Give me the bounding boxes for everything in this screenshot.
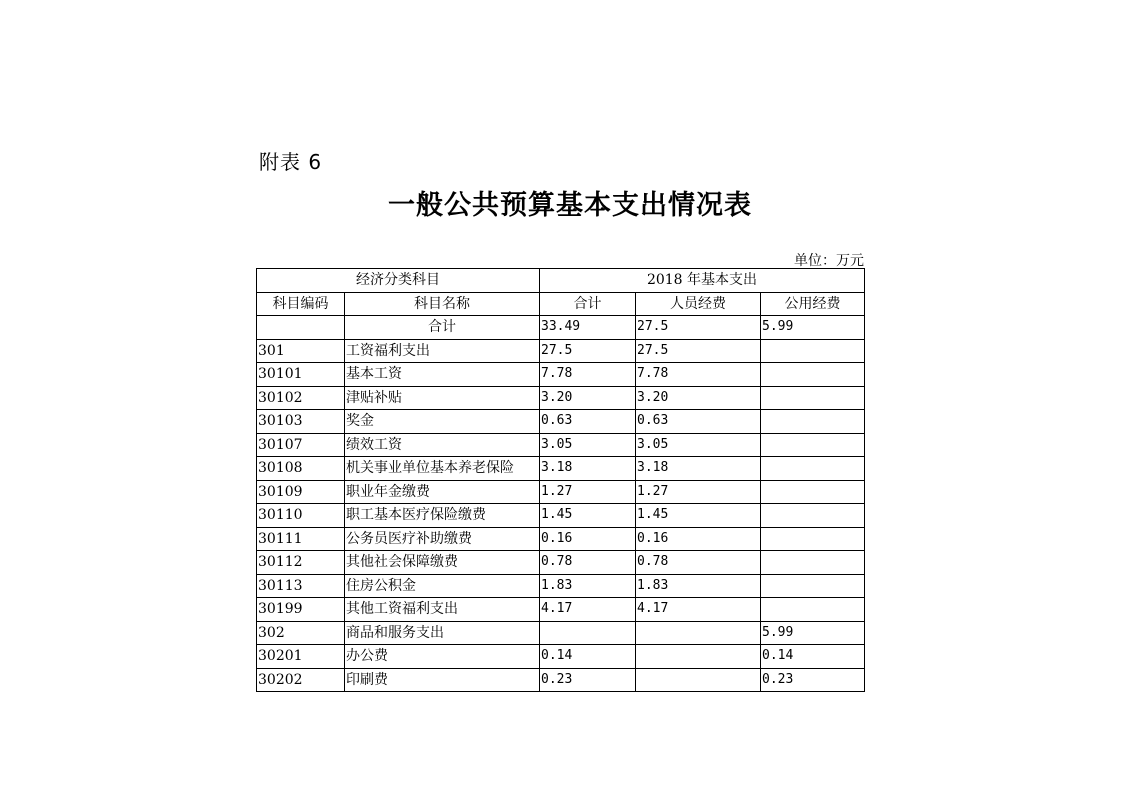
- row-total-cell: 1.45: [540, 504, 636, 528]
- row-name-cell: 津贴补贴: [345, 386, 540, 410]
- code-column-header: 科目编码: [257, 292, 345, 316]
- row-code-cell: 302: [257, 621, 345, 645]
- row-staff-cell: 7.78: [636, 363, 761, 387]
- row-public-cell: [761, 551, 865, 575]
- table-row: [257, 480, 865, 504]
- table-row: [257, 339, 865, 363]
- table-row: [257, 551, 865, 575]
- row-total-cell: 7.78: [540, 363, 636, 387]
- row-public-cell: [761, 339, 865, 363]
- table-row: [257, 598, 865, 622]
- row-public-cell: 0.23: [761, 668, 865, 692]
- row-staff-cell: [636, 645, 761, 669]
- row-code-cell: 30201: [257, 645, 345, 669]
- table-row: [257, 527, 865, 551]
- row-name-cell: 公务员医疗补助缴费: [345, 527, 540, 551]
- row-public-cell: [761, 480, 865, 504]
- row-total-cell: 4.17: [540, 598, 636, 622]
- row-staff-cell: [636, 668, 761, 692]
- row-public-cell: [761, 433, 865, 457]
- total-row-staff: 27.5: [636, 316, 761, 340]
- row-code-cell: 30101: [257, 363, 345, 387]
- row-staff-cell: 0.16: [636, 527, 761, 551]
- row-public-cell: [761, 574, 865, 598]
- row-staff-cell: [636, 621, 761, 645]
- row-staff-cell: 1.45: [636, 504, 761, 528]
- row-name-cell: 办公费: [345, 645, 540, 669]
- total-row-name: 合计: [345, 316, 540, 340]
- staff-column-header: 人员经费: [636, 292, 761, 316]
- row-code-cell: 30202: [257, 668, 345, 692]
- row-public-cell: [761, 363, 865, 387]
- row-total-cell: 3.20: [540, 386, 636, 410]
- table-row: [257, 504, 865, 528]
- public-column-header: 公用经费: [761, 292, 865, 316]
- row-total-cell: 3.05: [540, 433, 636, 457]
- row-staff-cell: 0.78: [636, 551, 761, 575]
- row-name-cell: 职业年金缴费: [345, 480, 540, 504]
- table-row: [257, 574, 865, 598]
- row-code-cell: 30108: [257, 457, 345, 481]
- row-total-cell: [540, 621, 636, 645]
- row-public-cell: [761, 410, 865, 434]
- row-public-cell: [761, 457, 865, 481]
- row-name-cell: 奖金: [345, 410, 540, 434]
- row-public-cell: 0.14: [761, 645, 865, 669]
- table-row: [257, 410, 865, 434]
- row-name-cell: 机关事业单位基本养老保险: [345, 457, 540, 481]
- row-total-cell: 3.18: [540, 457, 636, 481]
- row-total-cell: 0.78: [540, 551, 636, 575]
- row-code-cell: 30107: [257, 433, 345, 457]
- table-row: [257, 457, 865, 481]
- row-public-cell: 5.99: [761, 621, 865, 645]
- table-row: [257, 433, 865, 457]
- row-total-cell: 1.83: [540, 574, 636, 598]
- name-column-header: 科目名称: [345, 292, 540, 316]
- row-total-cell: 27.5: [540, 339, 636, 363]
- row-staff-cell: 3.18: [636, 457, 761, 481]
- table-row: [257, 668, 865, 692]
- page-title: 一般公共预算基本支出情况表: [388, 190, 752, 221]
- row-code-cell: 30103: [257, 410, 345, 434]
- row-total-cell: 0.63: [540, 410, 636, 434]
- row-code-cell: 30113: [257, 574, 345, 598]
- total-row-total: 33.49: [540, 316, 636, 340]
- expenditure-group-header: 2018 年基本支出: [540, 269, 865, 293]
- row-total-cell: 0.16: [540, 527, 636, 551]
- table-row: [257, 645, 865, 669]
- row-code-cell: 30199: [257, 598, 345, 622]
- row-public-cell: [761, 527, 865, 551]
- row-name-cell: 印刷费: [345, 668, 540, 692]
- group-header-row: [257, 269, 865, 293]
- row-code-cell: 30102: [257, 386, 345, 410]
- total-row: [257, 316, 865, 340]
- row-code-cell: 30112: [257, 551, 345, 575]
- total-column-header: 合计: [540, 292, 636, 316]
- classification-group-header: 经济分类科目: [257, 269, 540, 293]
- table-row: [257, 386, 865, 410]
- row-name-cell: 绩效工资: [345, 433, 540, 457]
- row-name-cell: 其他社会保障缴费: [345, 551, 540, 575]
- column-header-row: [257, 292, 865, 316]
- row-name-cell: 职工基本医疗保险缴费: [345, 504, 540, 528]
- row-code-cell: 30110: [257, 504, 345, 528]
- table-row: [257, 363, 865, 387]
- total-row-code: [257, 316, 345, 340]
- row-code-cell: 30109: [257, 480, 345, 504]
- row-public-cell: [761, 598, 865, 622]
- row-total-cell: 0.14: [540, 645, 636, 669]
- row-code-cell: 30111: [257, 527, 345, 551]
- row-name-cell: 商品和服务支出: [345, 621, 540, 645]
- total-row-public: 5.99: [761, 316, 865, 340]
- attachment-label: 附表 6: [259, 150, 323, 174]
- row-total-cell: 1.27: [540, 480, 636, 504]
- row-staff-cell: 0.63: [636, 410, 761, 434]
- row-staff-cell: 27.5: [636, 339, 761, 363]
- row-public-cell: [761, 386, 865, 410]
- row-name-cell: 基本工资: [345, 363, 540, 387]
- row-code-cell: 301: [257, 339, 345, 363]
- table-row: [257, 621, 865, 645]
- row-name-cell: 工资福利支出: [345, 339, 540, 363]
- row-staff-cell: 1.27: [636, 480, 761, 504]
- row-staff-cell: 3.05: [636, 433, 761, 457]
- row-name-cell: 其他工资福利支出: [345, 598, 540, 622]
- row-total-cell: 0.23: [540, 668, 636, 692]
- row-staff-cell: 4.17: [636, 598, 761, 622]
- budget-table: [256, 268, 865, 692]
- row-staff-cell: 3.20: [636, 386, 761, 410]
- unit-label: 单位：万元: [794, 253, 864, 269]
- row-staff-cell: 1.83: [636, 574, 761, 598]
- row-name-cell: 住房公积金: [345, 574, 540, 598]
- row-public-cell: [761, 504, 865, 528]
